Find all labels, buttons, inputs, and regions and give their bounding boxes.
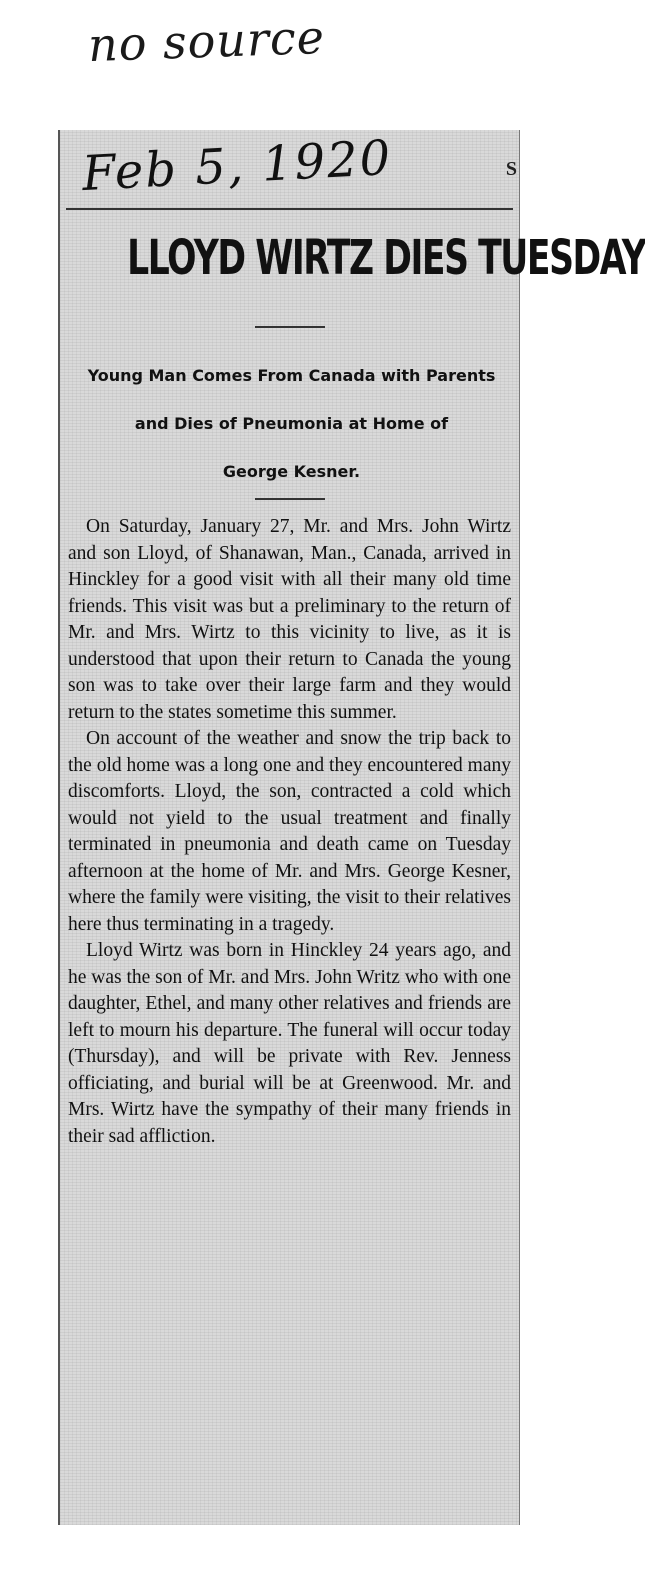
headline: LLOYD WIRTZ DIES TUESDAY — [127, 230, 645, 286]
newspaper-clipping — [58, 129, 645, 1525]
divider-lower — [255, 498, 325, 500]
subhead-line: Young Man Comes From Canada with Parents — [87, 366, 496, 385]
article-paragraph: On Saturday, January 27, Mr. and Mrs. John Wirtz and son Lloyd, of Shanawan, Man., Canada, arrived in Hinckley for a good visit with all their many old time friends. This visit was but a preliminary to the return of Mr. and Mrs. Wirtz to this vicinity to live, as it is understood that upon their return to Canada the young son was to take over their large farm and they would return to the states sometime this summer. — [68, 516, 511, 723]
top-rule — [66, 208, 513, 210]
subheadline — [70, 352, 513, 496]
divider-upper — [255, 326, 325, 328]
article-paragraph: Lloyd Wirtz was born in Hinckley 24 years ago, and he was the son of Mr. and Mrs. John Writz who with one daughter, Ethel, and many other relatives and friends are left to mourn his departure. The funeral will occur today (Thursday), and will be private with Rev. Jenness officiating, and burial will be at Greenwood. Mr. and Mrs. Wirtz have the sympathy of their many friends in their sad affliction. — [68, 940, 511, 1147]
subhead-line: George Kesner. — [222, 462, 361, 481]
article-body — [68, 514, 511, 1150]
clipped-edge-letter: S — [505, 158, 517, 180]
subhead-line: and Dies of Pneumonia at Home of — [134, 414, 449, 433]
handwritten-date: Feb 5, 1920 — [80, 129, 394, 203]
article-paragraph: On account of the weather and snow the trip back to the old home was a long one and they encountered many discomforts. Lloyd, the son, contracted a cold which would not yield to the usual treatment and finally terminated in pneumonia and death came on Tuesday afternoon at the home of Mr. and Mrs. George Kesner, where the family were visiting, the visit to their relatives here thus terminating in a tragedy. — [68, 728, 511, 935]
handwritten-note: no source — [87, 9, 326, 73]
